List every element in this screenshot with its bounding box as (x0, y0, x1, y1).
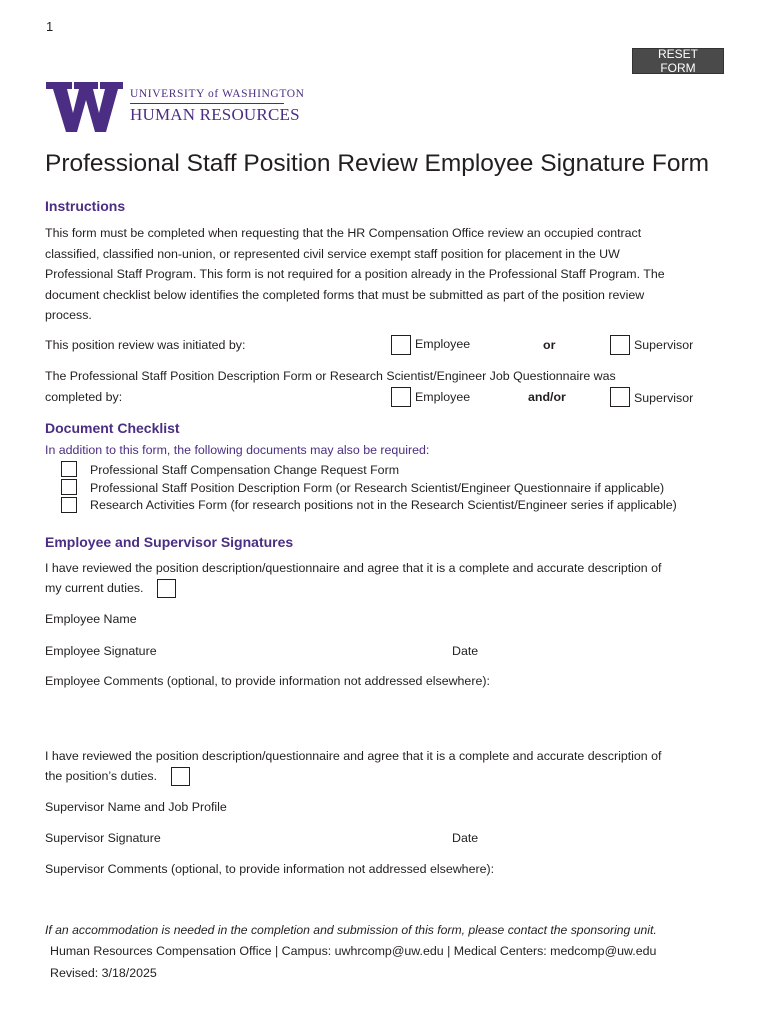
instructions-text (45, 223, 665, 326)
employee-statement-line1: I have reviewed the position description/questionnaire and agree that it is a complete and accurate description of (45, 561, 662, 575)
logo-hr-text: HUMAN RESOURCES (130, 105, 300, 124)
employee-statement-line2: my current duties. (45, 581, 144, 595)
contact-info: Human Resources Compensation Office | Campus: uwhrcomp@uw.edu | Medical Centers: medcomp@uw.edu (50, 944, 657, 958)
checklist-heading: Document Checklist (45, 420, 180, 436)
completed-employee-checkbox[interactable] (391, 387, 411, 407)
supervisor-signature-label: Supervisor Signature (45, 831, 161, 845)
instructions-line: Professional Staff Program. This form is not required for a position already in the Professional Staff Program. The (45, 267, 665, 281)
signatures-heading: Employee and Supervisor Signatures (45, 534, 294, 550)
completed-and-or-text: and/or (528, 390, 566, 404)
initiated-employee-label: Employee (415, 337, 471, 351)
employee-comments-label: Employee Comments (optional, to provide information not addressed elsewhere): (45, 674, 490, 688)
completed-employee-label: Employee (415, 390, 471, 404)
checklist-item-label: Professional Staff Compensation Change Request Form (90, 463, 400, 477)
revised-date: Revised: 3/18/2025 (50, 966, 157, 980)
checklist-item-label: Professional Staff Position Description Form (or Research Scientist/Engineer Questionnaire if applicable) (90, 481, 665, 495)
completed-supervisor-checkbox[interactable] (610, 387, 630, 407)
initiated-employee-checkbox[interactable] (391, 335, 411, 355)
initiated-by-label: This position review was initiated by: (45, 338, 246, 352)
checklist-item-label: Research Activities Form (for research positions not in the Research Scientist/Engineer series if applicable) (90, 498, 677, 512)
supervisor-statement-line2: the position’s duties. (45, 769, 158, 783)
instructions-line: document checklist below identifies the completed forms that must be submitted as part of the position review (45, 287, 645, 302)
instructions-heading: Instructions (45, 198, 126, 214)
checklist-item-checkbox[interactable] (61, 479, 77, 495)
employee-date-label: Date (452, 644, 479, 658)
employee-agree-checkbox[interactable] (157, 579, 176, 598)
completed-by-line1: The Professional Staff Position Description Form or Research Scientist/Engineer Job Questionnaire was (45, 369, 616, 383)
page-number: 1 (46, 19, 54, 34)
page-title: Professional Staff Position Review Employee Signature Form (45, 150, 710, 177)
logo-divider (130, 103, 284, 104)
supervisor-statement-line1: I have reviewed the position description/questionnaire and agree that it is a complete and accurate description of (45, 749, 662, 763)
employee-signature-label: Employee Signature (45, 644, 157, 658)
completed-supervisor-label: Supervisor (634, 391, 694, 405)
checklist-item-checkbox[interactable] (61, 461, 77, 477)
instructions-line: process. (45, 308, 92, 322)
instructions-line: This form must be completed when requesting that the HR Compensation Office review an occupied contract (45, 226, 642, 240)
logo-university-text: UNIVERSITY of WASHINGTON (130, 88, 305, 100)
instructions-line: classified, classified non-union, or represented civil service exempt staff position for placement in the UW (45, 246, 620, 261)
employee-name-label: Employee Name (45, 612, 137, 626)
checklist-intro: In addition to this form, the following documents may also be required: (45, 443, 430, 457)
accommodation-note: If an accommodation is needed in the completion and submission of this form, please contact the sponsoring unit. (45, 923, 657, 937)
initiated-supervisor-label: Supervisor (634, 338, 694, 352)
supervisor-agree-checkbox[interactable] (171, 767, 190, 786)
uw-w-logo-icon (46, 80, 126, 136)
completed-by-line2: completed by: (45, 390, 123, 404)
reset-form-button[interactable]: RESET FORM (632, 48, 724, 74)
supervisor-name-label: Supervisor Name and Job Profile (45, 800, 227, 814)
checklist-item-checkbox[interactable] (61, 497, 77, 513)
initiated-supervisor-checkbox[interactable] (610, 335, 630, 355)
supervisor-date-label: Date (452, 831, 479, 845)
initiated-or-text: or (543, 338, 556, 352)
supervisor-comments-label: Supervisor Comments (optional, to provide information not addressed elsewhere): (45, 862, 495, 876)
